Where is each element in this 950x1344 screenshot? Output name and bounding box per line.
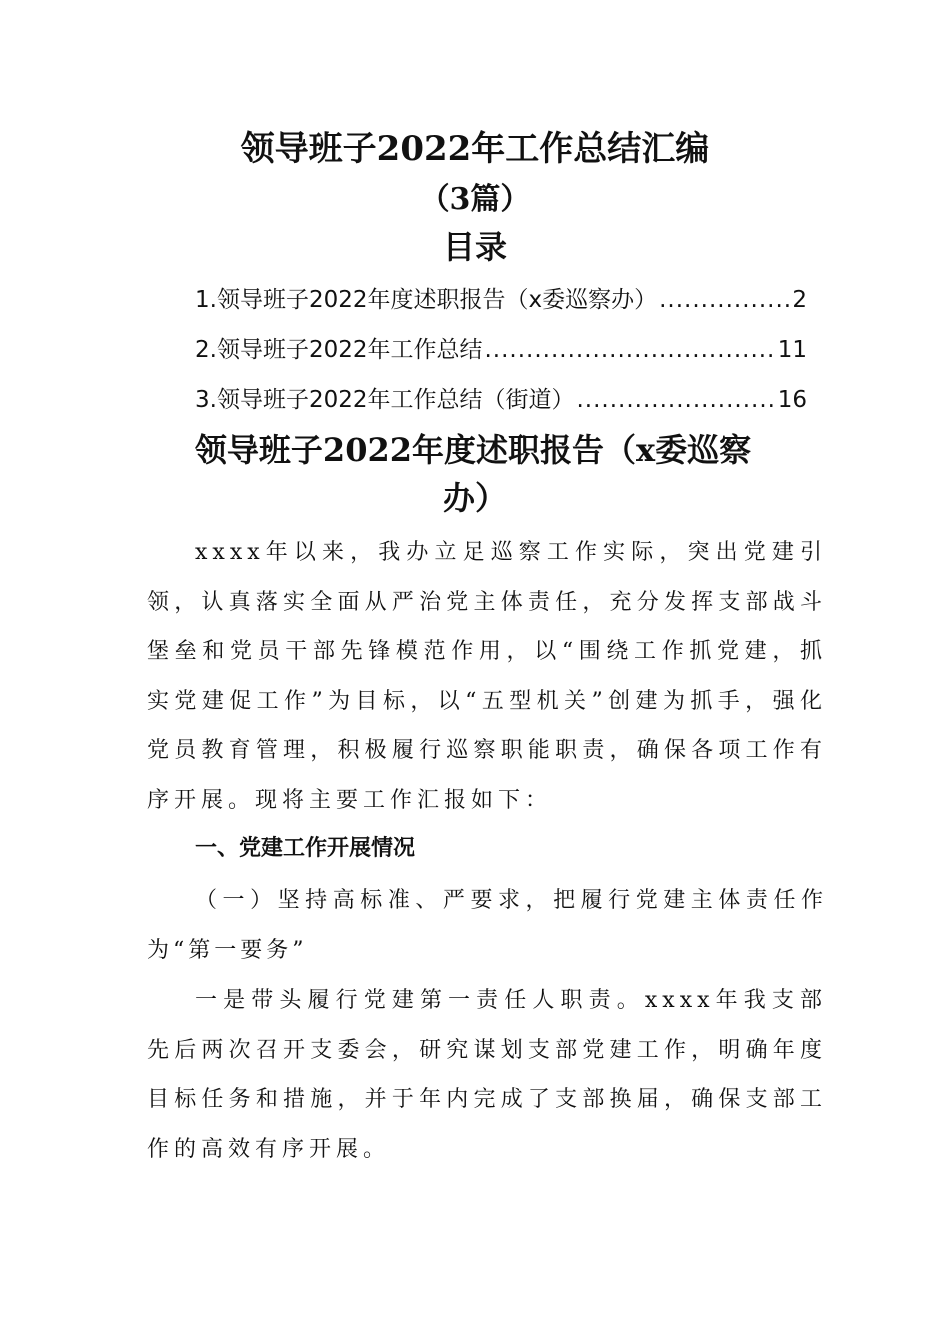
body-paragraph: 一是带头履行党建第一责任人职责。xxxx年我支部先后两次召开支委会，研究谋划支部党建工作，明确年度目标任务和措施，并于年内完成了支部换届，确保支部工作的高效有序开展。 <box>147 988 827 1162</box>
document-title: 领导班子2022年工作总结汇编 <box>240 129 710 169</box>
intro-paragraph: xxxx年以来，我办立足巡察工作实际，突出党建引领，认真落实全面从严治党主体责任，充分发挥支部战斗堡垒和党员干部先锋模范作用，以“围绕工作抓党建，抓实党建促工作”为目标，以“五型机关”创建为抓手，强化党员教育管理，积极履行巡察职能职责，确保各项工作有序开展。现将主要工作汇报如下： <box>147 540 827 813</box>
toc-item-3[interactable] <box>195 380 807 430</box>
toc-leader-dots <box>484 330 775 370</box>
section-title-continued: 办） <box>442 479 507 517</box>
toc-item-page: 11 <box>777 337 807 363</box>
toc-item-label: 2.领导班子2022年工作总结 <box>195 337 483 363</box>
toc-item-label: 3.领导班子2022年工作总结（街道） <box>195 387 575 413</box>
section-title: 领导班子2022年度述职报告（x委巡察 <box>194 431 752 469</box>
toc-item-2[interactable] <box>195 330 807 380</box>
toc-item-label: 1.领导班子2022年度述职报告（x委巡察办） <box>195 287 658 313</box>
section-heading-one: 一、党建工作开展情况 <box>195 836 416 861</box>
toc-leader-dots <box>576 380 775 420</box>
document-title-count: （3篇） <box>419 182 531 217</box>
toc-item-1[interactable] <box>195 280 807 330</box>
toc-leader-dots <box>659 280 790 320</box>
toc-item-page: 2 <box>792 287 807 313</box>
subsection-heading: （一）坚持高标准、严要求，把履行党建主体责任作为“第一要务” <box>147 888 827 963</box>
toc-heading: 目录 <box>442 228 507 266</box>
toc-item-page: 16 <box>777 387 807 413</box>
table-of-contents <box>195 280 807 430</box>
